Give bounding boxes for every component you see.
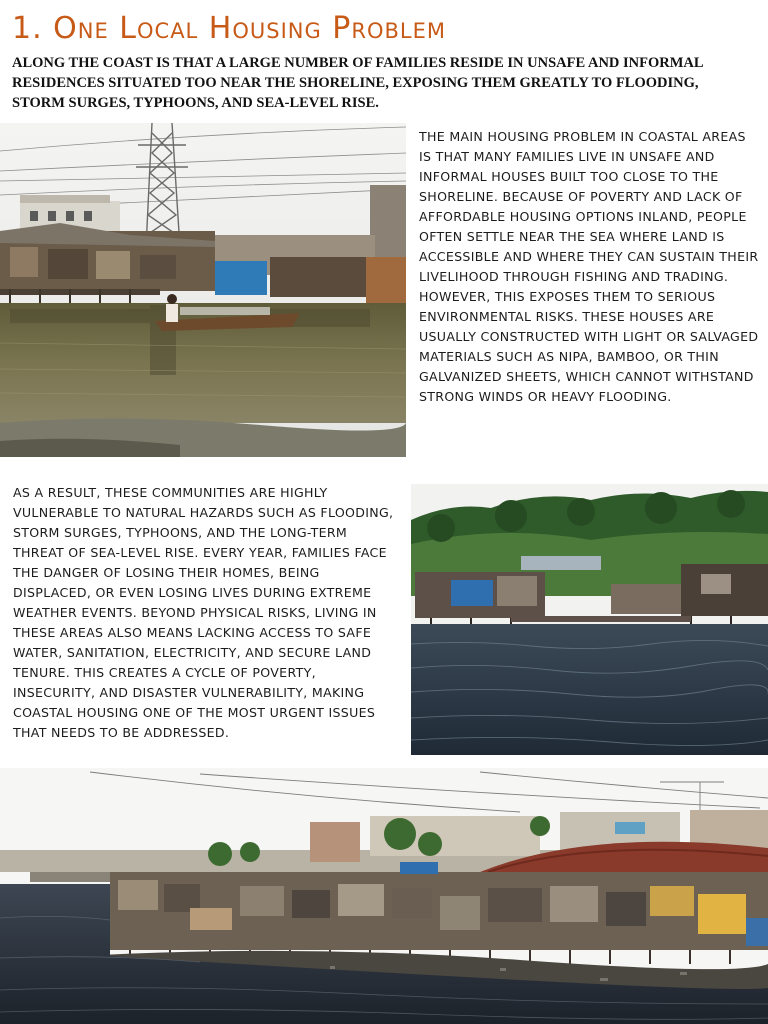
riverside-houses-photo — [411, 484, 768, 755]
paragraph-vulnerability: AS A RESULT, THESE COMMUNITIES ARE HIGHLY VULNERABLE TO NATURAL HAZARDS SUCH AS FLOODING, STORM SURGES, TYPHOONS, AND THE LONG-TERM THREAT OF SEA-LEVEL RISE. EVERY YEAR, FAMILIES FACE THE DANGER OF LOSING THEIR HOMES, BEING DISPLACED, OR EVEN LOSING LIVES DURING EXTREME WEATHER EVENTS. BEYOND PHYSICAL RISKS, LIVING IN THESE AREAS ALSO MEANS LACKING ACCESS TO SAFE WATER, SANITATION, ELECTRICITY, AND SECURE LAND TENURE. THIS CREATES A CYCLE OF POVERTY, INSECURITY, AND DISASTER VULNERABILITY, MAKING COASTAL HOUSING ONE OF THE MOST URGENT ISSUES THAT NEEDS TO BE ADDRESSED. — [13, 485, 394, 740]
page-title: 1. One Local Housing Problem — [12, 11, 446, 46]
informal-settlement-photo — [0, 768, 768, 1024]
page-subtitle: ALONG THE COAST IS THAT A LARGE NUMBER OF FAMILIES RESIDE IN UNSAFE AND INFORMAL RESIDENCES SITUATED TOO NEAR THE SHORELINE, EXPOSING THEM GREATLY TO FLOODING, STORM SURGES, TYPHOONS, AND SEA-LEVEL RISE. — [12, 55, 703, 111]
flooded-shoreline-photo — [0, 123, 406, 457]
paragraph-housing-problem: THE MAIN HOUSING PROBLEM IN COASTAL AREAS IS THAT MANY FAMILIES LIVE IN UNSAFE AND INFORMAL HOUSES BUILT TOO CLOSE TO THE SHORELINE. BECAUSE OF POVERTY AND LACK OF AFFORDABLE HOUSING OPTIONS INLAND, PEOPLE OFTEN SETTLE NEAR THE SEA WHERE LAND IS ACCESSIBLE AND WHERE THEY CAN SUSTAIN THEIR LIVELIHOOD THROUGH FISHING AND TRADING. HOWEVER, THIS EXPOSES THEM TO SERIOUS ENVIRONMENTAL RISKS. THESE HOUSES ARE USUALLY CONSTRUCTED WITH LIGHT OR SALVAGED MATERIALS SUCH AS NIPA, BAMBOO, OR THIN GALVANIZED SHEETS, WHICH CANNOT WITHSTAND STRONG WINDS OR HEAVY FLOODING. — [419, 129, 759, 404]
